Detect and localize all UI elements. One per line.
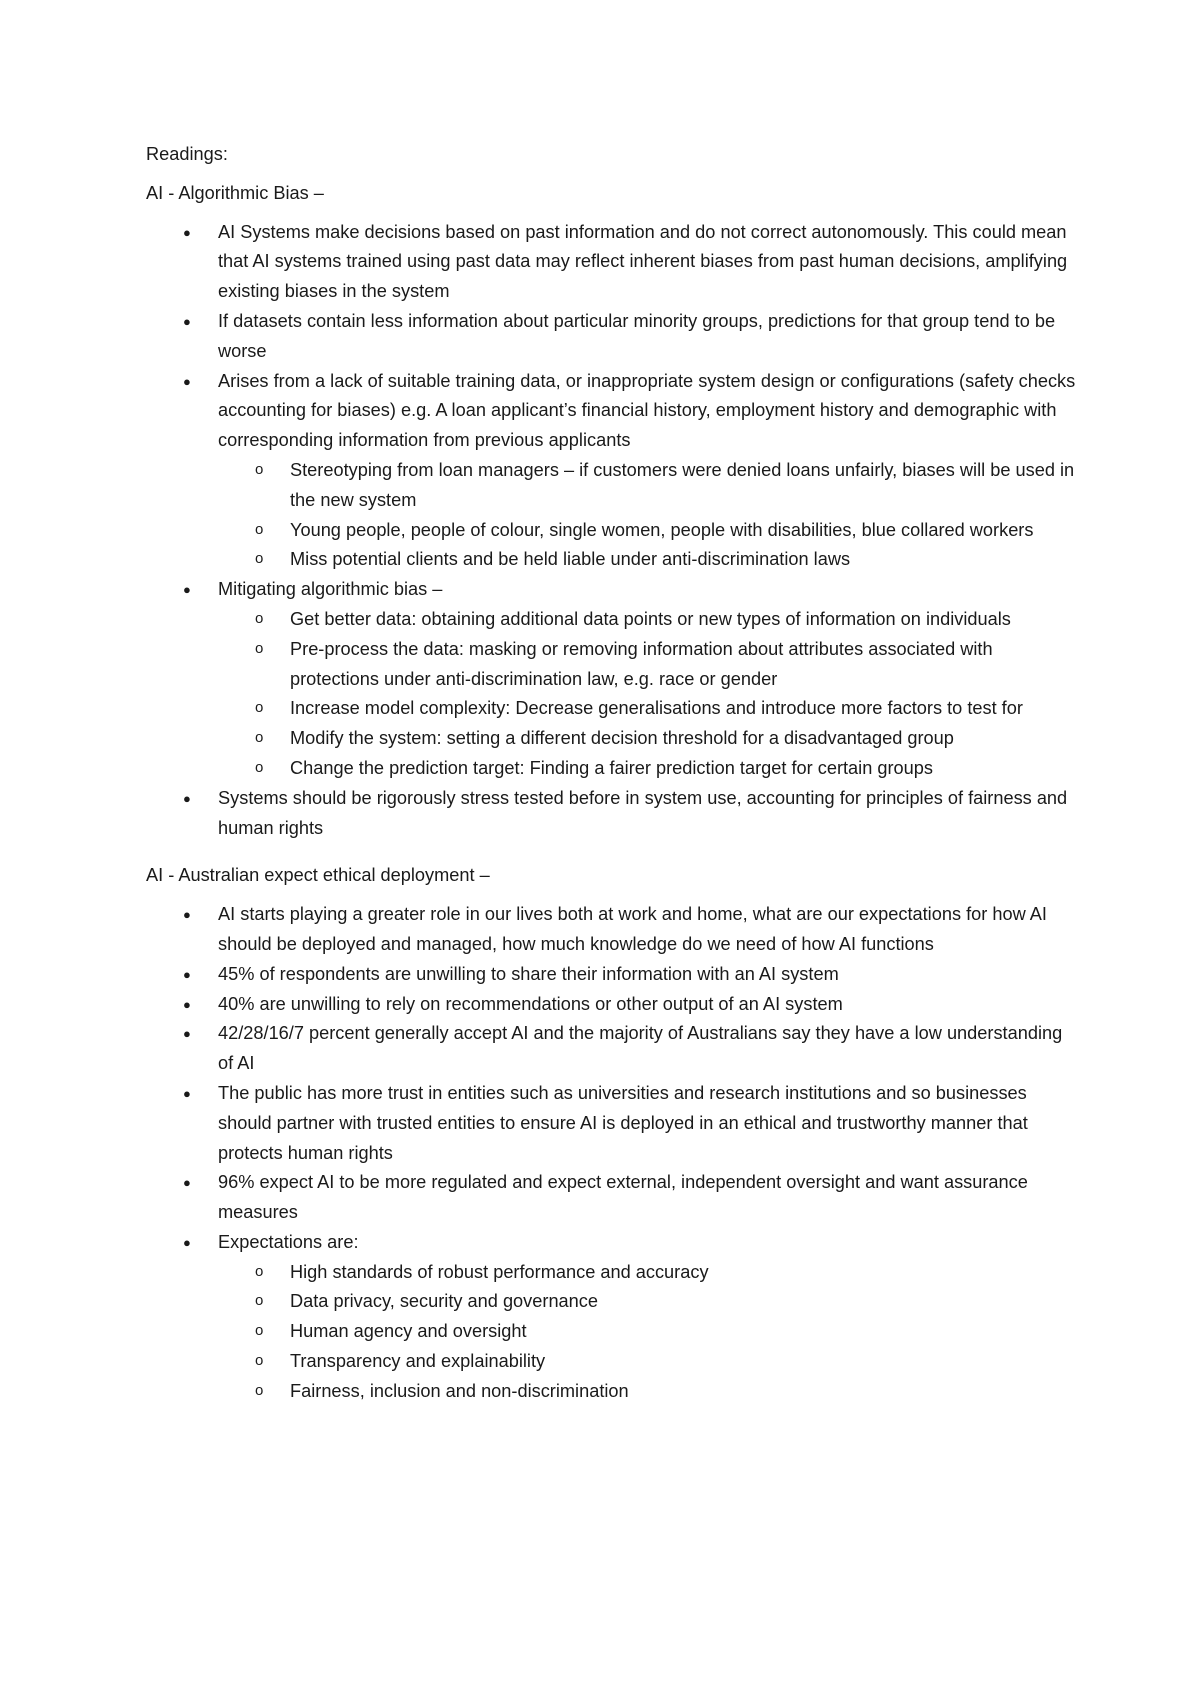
sub-list-item-text: Get better data: obtaining additional data points or new types of information on individuals	[290, 608, 1011, 629]
list-item	[146, 575, 1076, 784]
sub-list-item-text: Change the prediction target: Finding a fairer prediction target for certain groups	[290, 757, 933, 778]
bullet-circle-icon: o	[255, 729, 264, 747]
list-item	[146, 960, 1076, 990]
bullet-circle-icon: o	[255, 1352, 264, 1370]
bullet-dot-icon: ●	[183, 996, 191, 1012]
sub-list-item-text: Miss potential clients and be held liable under anti-discrimination laws	[290, 549, 851, 570]
list-item-text: Systems should be rigorously stress tested before in system use, accounting for principles of fairness and human rights	[218, 787, 1068, 838]
list-item-text: AI Systems make decisions based on past information and do not correct autonomously. This could mean that AI systems trained using past data may reflect inherent biases from past human decisions, amplifying existing biases in the system	[218, 221, 1068, 302]
bullet-dot-icon: ●	[183, 1234, 191, 1250]
list-item-text: Expectations are:	[218, 1231, 359, 1252]
list-item-text: 42/28/16/7 percent generally accept AI and the majority of Australians say they have a low understanding of AI	[218, 1023, 1063, 1074]
sub-list-item	[218, 724, 1076, 754]
list-item-text: The public has more trust in entities such as universities and research institutions and so businesses should partner with trusted entities to ensure AI is deployed in an ethical and trustworthy manner that protects human rights	[218, 1082, 1028, 1163]
sub-list-item	[218, 545, 1076, 575]
bullet-dot-icon: ●	[183, 582, 191, 598]
bullet-circle-icon: o	[255, 520, 264, 538]
bullet-circle-icon: o	[255, 1322, 264, 1340]
bullet-dot-icon: ●	[183, 373, 191, 389]
bullet-circle-icon: o	[255, 1262, 264, 1280]
bullet-circle-icon: o	[255, 699, 264, 717]
list-item-text: If datasets contain less information about particular minority groups, predictions for that group tend to be worse	[218, 310, 1056, 361]
sub-list-item	[218, 635, 1076, 695]
bullet-dot-icon: ●	[183, 907, 191, 923]
sub-list-item-text: Modify the system: setting a different decision threshold for a disadvantaged group	[290, 728, 954, 749]
sub-list-item	[218, 754, 1076, 784]
section-heading-algorithmic-bias: AI - Algorithmic Bias –	[146, 182, 324, 203]
list-item	[146, 900, 1076, 960]
bullet-dot-icon: ●	[183, 790, 191, 806]
bullet-circle-icon: o	[255, 758, 264, 776]
bullet-dot-icon: ●	[183, 1175, 191, 1191]
sub-list-item-text: High standards of robust performance and accuracy	[290, 1261, 709, 1282]
bullet-list-algorithmic-bias	[146, 218, 1076, 844]
bullet-circle-icon: o	[255, 609, 264, 627]
sub-list-item-text: Human agency and oversight	[290, 1321, 527, 1342]
bullet-circle-icon: o	[255, 639, 264, 657]
document-page	[146, 140, 1076, 1407]
list-item	[146, 1228, 1076, 1407]
document-title: Readings:	[146, 144, 228, 164]
sub-list-item-text: Pre-process the data: masking or removing information about attributes associated with protections under anti-discrimination law, e.g. race or gender	[290, 638, 993, 689]
sub-list-item	[218, 516, 1076, 546]
section-heading-ethical-deployment: AI - Australian expect ethical deployment –	[146, 865, 490, 886]
sub-list-item-text: Increase model complexity: Decrease generalisations and introduce more factors to test for	[290, 698, 1023, 719]
bullet-dot-icon: ●	[183, 313, 191, 329]
bullet-list-ethical-deployment	[146, 900, 1076, 1407]
sub-list-item-text: Fairness, inclusion and non-discrimination	[290, 1380, 629, 1401]
bullet-dot-icon: ●	[183, 224, 191, 240]
bullet-dot-icon: ●	[183, 966, 191, 982]
sub-list-item	[218, 1347, 1076, 1377]
sub-list-item-text: Transparency and explainability	[290, 1351, 546, 1372]
sub-list-item	[218, 1317, 1076, 1347]
section-gap	[146, 843, 1076, 853]
sub-list	[218, 1258, 1076, 1407]
sub-list-item-text: Young people, people of colour, single women, people with disabilities, blue collared workers	[290, 519, 1034, 540]
list-item-text: 45% of respondents are unwilling to share their information with an AI system	[218, 963, 839, 984]
sub-list-item	[218, 694, 1076, 724]
list-item	[146, 218, 1076, 307]
list-item	[146, 1168, 1076, 1228]
bullet-circle-icon: o	[255, 1381, 264, 1399]
sub-list-item	[218, 456, 1076, 516]
sub-list-item	[218, 1258, 1076, 1288]
sub-list-item	[218, 1287, 1076, 1317]
bullet-circle-icon: o	[255, 550, 264, 568]
list-item-text: 96% expect AI to be more regulated and expect external, independent oversight and want assurance measures	[218, 1172, 1028, 1223]
sub-list	[218, 456, 1076, 575]
list-item-text: Arises from a lack of suitable training data, or inappropriate system design or configurations (safety checks accounting for biases) e.g. A loan applicant’s financial history, employment history and demographic with corresponding information from previous applicants	[218, 370, 1076, 451]
list-item	[146, 1019, 1076, 1079]
list-item-text: 40% are unwilling to rely on recommendations or other output of an AI system	[218, 993, 843, 1014]
sub-list-item	[218, 605, 1076, 635]
list-item	[146, 784, 1076, 844]
sub-list	[218, 605, 1076, 784]
sub-list-item-text: Stereotyping from loan managers – if customers were denied loans unfairly, biases will be used in the new system	[290, 459, 1075, 510]
bullet-circle-icon: o	[255, 1292, 264, 1310]
bullet-dot-icon: ●	[183, 1085, 191, 1101]
sub-list-item-text: Data privacy, security and governance	[290, 1291, 598, 1312]
list-item	[146, 1079, 1076, 1168]
list-item	[146, 990, 1076, 1020]
list-item	[146, 367, 1076, 576]
bullet-dot-icon: ●	[183, 1026, 191, 1042]
sub-list-item	[218, 1377, 1076, 1407]
list-item-text: Mitigating algorithmic bias –	[218, 579, 443, 600]
list-item	[146, 307, 1076, 367]
list-item-text: AI starts playing a greater role in our lives both at work and home, what are our expectations for how AI should be deployed and managed, how much knowledge do we need of how AI functions	[218, 904, 1047, 954]
bullet-circle-icon: o	[255, 460, 264, 478]
